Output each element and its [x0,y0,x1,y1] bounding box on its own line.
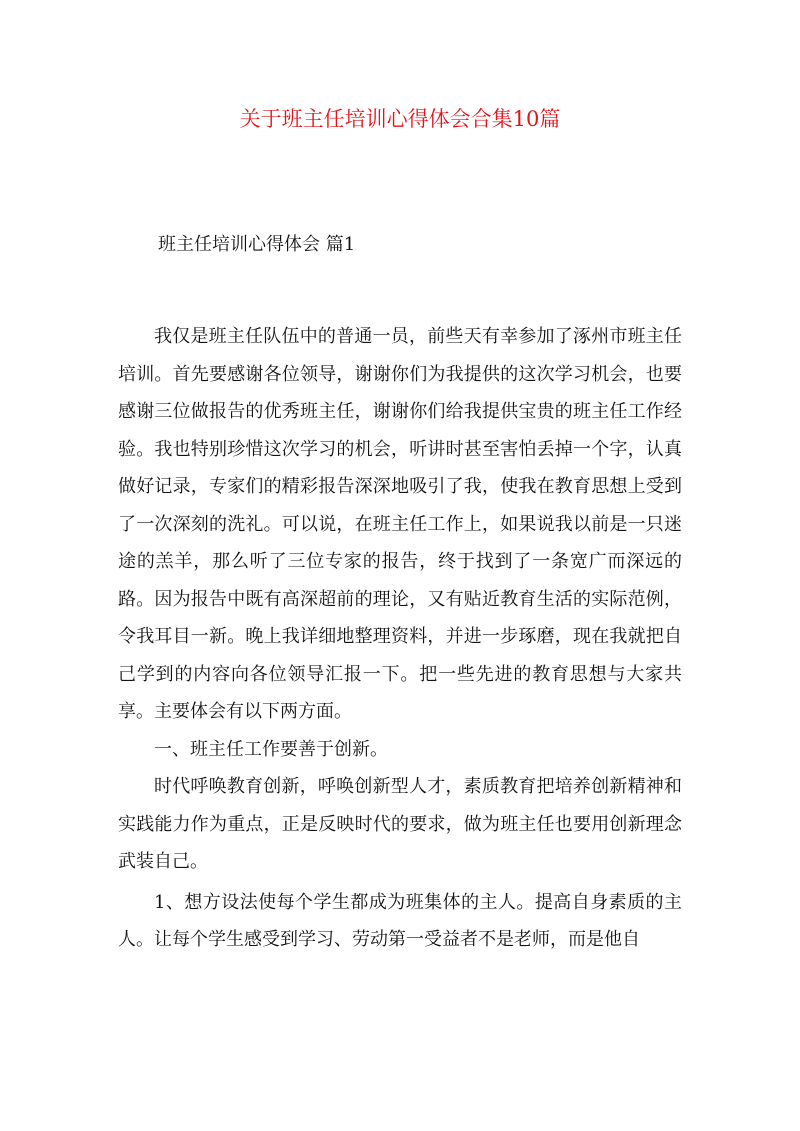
document-title: 关于班主任培训心得体会合集10篇 [239,107,561,131]
paragraph-point-one-heading: 一、班主任工作要善于创新。 [154,738,388,760]
paragraph-item-one: 1、想方设法使每个学生都成为班集体的主人。提高自身素质的主人。让每个学生感受到学习、劳动第一受益者不是老师，而是他自 [118,891,682,950]
paragraph-intro: 我仅是班主任队伍中的普通一员，前些天有幸参加了涿州市班主任培训。首先要感谢各位领导，谢谢你们为我提供的这次学习机会，也要感谢三位做报告的优秀班主任，谢谢你们给我提供宝贵的班主任工作经验。我也特别珍惜这次学习的机会，听讲时甚至害怕丢掉一个字，认真做好记录，专家们的精彩报告深深地吸引了我，使我在教育思想上受到了一次深刻的洗礼。可以说，在班主任工作上，如果说我以前是一只迷途的羔羊，那么听了三位专家的报告，终于找到了一条宽广而深远的路。因为报告中既有高深超前的理论，又有贴近教育生活的实际范例，令我耳目一新。晚上我详细地整理资料，并进一步琢磨，现在我就把自己学到的内容向各位领导汇报一下。把一些先进的教育思想与大家共享。主要体会有以下两方面。 [118,326,682,722]
section-heading: 班主任培训心得体会 篇1 [158,234,356,255]
document-body [118,318,682,959]
paragraph-innovation: 时代呼唤教育创新，呼唤创新型人才，素质教育把培养创新精神和实践能力作为重点，正是反映时代的要求，做为班主任也要用创新理念武装自己。 [118,776,682,872]
